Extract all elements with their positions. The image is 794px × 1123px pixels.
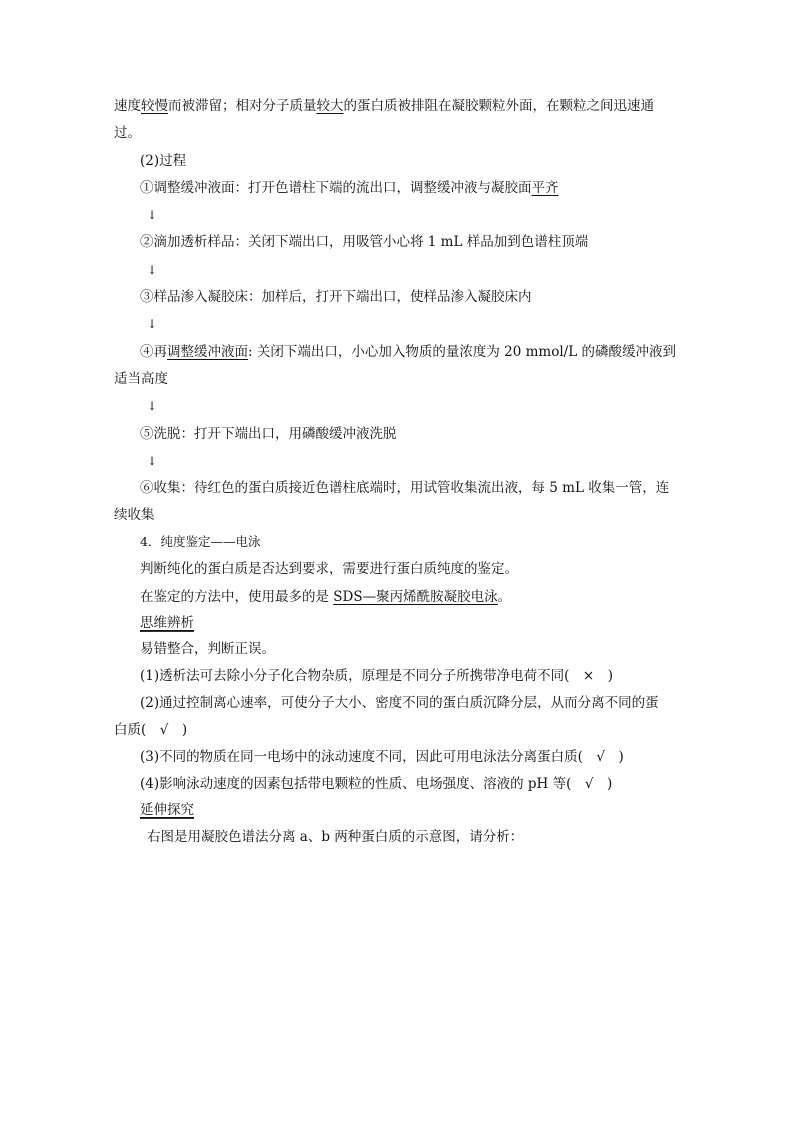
thinking-question-4: (4)影响泳动速度的因素包括带电颗粒的性质、电场强度、溶液的 pH 等( √ )	[140, 776, 613, 792]
underlined-term-level: 平齐	[531, 180, 559, 196]
down-arrow-icon: ↓	[147, 454, 158, 468]
thinking-question-3: (3)不同的物质在同一电场中的泳动速度不同，因此可用电泳法分离蛋白质( √ )	[140, 749, 624, 765]
process-step-2: ②滴加透析样品：关闭下端出口，用吸管小心将 1 mL 样品加到色谱柱顶端	[140, 234, 589, 250]
section-4-para-2: 在鉴定的方法中，使用最多的是 SDS—聚丙烯酰胺凝胶电泳。	[140, 589, 512, 605]
process-step-4-cont: 适当高度	[114, 371, 168, 387]
process-step-4: ④再调整缓冲液面: 关闭下端出口，小心加入物质的量浓度为 20 mmol/L 的磷酸缓冲液到	[140, 344, 676, 360]
process-step-3: ③样品渗入凝胶床：加样后，打开下端出口，使样品渗入凝胶床内	[140, 289, 532, 305]
underlined-term-sds-page: SDS—聚丙烯酰胺凝胶电泳	[333, 589, 498, 605]
thinking-question-1: (1)透析法可去除小分子化合物杂质，原理是不同分子所携带净电荷不同( × )	[140, 668, 613, 684]
process-step-5: ⑤洗脱：打开下端出口，用磷酸缓冲液洗脱	[140, 426, 397, 442]
underlined-term-larger: 较大	[316, 98, 344, 114]
section-4-heading: 4．纯度鉴定——电泳	[140, 534, 261, 549]
thinking-intro: 易错整合，判断正误。	[140, 641, 275, 657]
thinking-label	[140, 614, 194, 632]
down-arrow-icon: ↓	[147, 263, 158, 277]
para-line-2: 过。	[114, 125, 141, 141]
thinking-label-text: 思维辨析	[140, 615, 194, 631]
underlined-term-slower: 较慢	[141, 98, 168, 114]
down-arrow-icon: ↓	[147, 399, 158, 413]
process-title: (2)过程	[140, 153, 187, 169]
down-arrow-icon: ↓	[147, 317, 158, 331]
thinking-question-2-cont: 白质( √ )	[114, 722, 188, 738]
underlined-term-readjust: 调整缓冲液面	[167, 344, 248, 360]
process-step-1: ①调整缓冲液面：打开色谱柱下端的流出口，调整缓冲液与凝胶面平齐	[140, 180, 559, 196]
extension-label-text: 延伸探究	[140, 802, 194, 818]
section-4-para-1: 判断纯化的蛋白质是否达到要求，需要进行蛋白质纯度的鉴定。	[140, 561, 518, 577]
extension-text: 右图是用凝胶色谱法分离 a、b 两种蛋白质的示意图，请分析：	[147, 829, 524, 845]
down-arrow-icon: ↓	[147, 208, 158, 222]
process-step-6: ⑥收集：待红色的蛋白质接近色谱柱底端时，用试管收集流出液，每 5 mL 收集一管，连	[140, 480, 670, 496]
thinking-question-2: (2)通过控制离心速率，可使分子大小、密度不同的蛋白质沉降分层，从而分离不同的蛋	[140, 695, 659, 711]
para-line-1: 速度较慢而被滞留；相对分子质量较大的蛋白质被排阻在凝胶颗粒外面，在颗粒之间迅速通	[114, 98, 654, 114]
process-step-6-cont: 续收集	[114, 507, 155, 523]
extension-label	[140, 801, 194, 819]
